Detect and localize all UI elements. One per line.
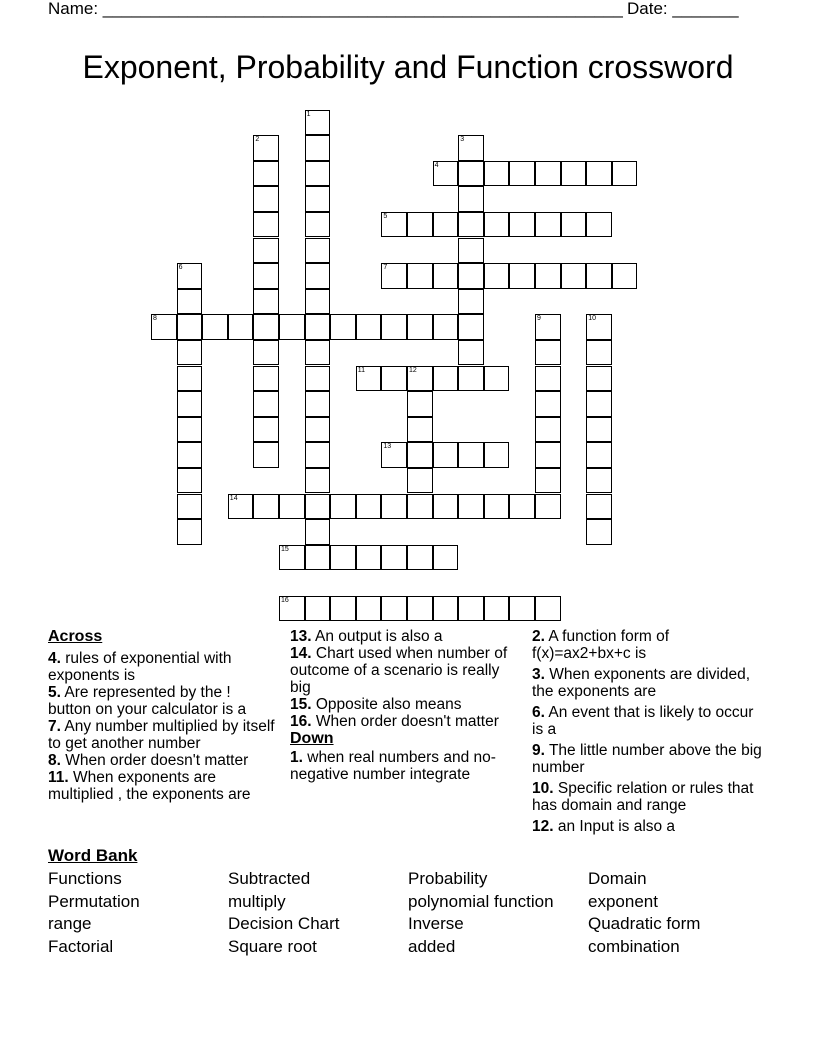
grid-cell[interactable]	[586, 161, 612, 187]
grid-cell[interactable]	[253, 289, 279, 315]
grid-cell[interactable]	[305, 494, 331, 520]
clue-number: 15.	[290, 696, 312, 713]
grid-cell[interactable]	[381, 545, 407, 571]
grid-cell[interactable]	[433, 366, 459, 392]
grid-cell[interactable]	[484, 596, 510, 622]
down-heading: Down	[290, 730, 334, 747]
clue-text: Are represented by the ! button on your calculator is a	[48, 684, 247, 718]
grid-cell[interactable]	[458, 135, 484, 161]
clue	[48, 752, 278, 769]
grid-cell[interactable]	[407, 263, 433, 289]
grid-cell[interactable]	[356, 596, 382, 622]
grid-cell[interactable]	[177, 314, 203, 340]
grid-cell[interactable]	[458, 186, 484, 212]
grid-cell[interactable]	[535, 340, 561, 366]
cell-number: 16	[281, 596, 289, 604]
cell-number: 1	[306, 110, 311, 118]
grid-cell[interactable]	[407, 442, 433, 468]
grid-cell[interactable]	[381, 314, 407, 340]
grid-cell[interactable]	[433, 442, 459, 468]
clue-text: An event that is likely to occur is a	[532, 704, 754, 738]
clue-text: rules of exponential with exponents is	[48, 650, 232, 684]
grid-cell[interactable]	[458, 442, 484, 468]
grid-cell[interactable]	[279, 494, 305, 520]
clue-text: When order doesn't matter	[311, 713, 499, 730]
grid-cell[interactable]	[407, 494, 433, 520]
grid-cell[interactable]	[253, 366, 279, 392]
grid-cell[interactable]	[356, 314, 382, 340]
clue-number: 16.	[290, 713, 312, 730]
cell-number: 6	[178, 264, 183, 272]
grid-cell[interactable]	[305, 468, 331, 494]
grid-cell[interactable]	[407, 468, 433, 494]
clue-number: 3.	[532, 666, 545, 683]
word-bank-item: multiply	[228, 891, 286, 911]
clue	[532, 742, 762, 776]
grid-cell[interactable]	[561, 263, 587, 289]
clues-column-1	[48, 628, 278, 803]
word-bank-item: Quadratic form	[588, 914, 701, 934]
clue-text: When order doesn't matter	[60, 752, 249, 769]
grid-cell[interactable]	[458, 161, 484, 187]
grid-cell[interactable]	[279, 545, 305, 571]
cell-number: 12	[409, 366, 417, 374]
grid-cell[interactable]	[305, 366, 331, 392]
cell-number: 8	[153, 315, 157, 323]
grid-cell[interactable]	[356, 494, 382, 520]
grid-cell[interactable]	[305, 238, 331, 264]
grid-cell[interactable]	[433, 161, 459, 187]
grid-cell[interactable]	[253, 442, 279, 468]
grid-cell[interactable]	[484, 366, 510, 392]
word-bank-column-1	[48, 868, 140, 959]
grid-cell[interactable]	[586, 340, 612, 366]
word-bank-item: polynomial function	[408, 891, 554, 911]
clue-number: 9.	[532, 742, 545, 759]
grid-cell[interactable]	[458, 596, 484, 622]
clue	[532, 780, 762, 814]
grid-cell[interactable]	[407, 391, 433, 417]
grid-cell[interactable]	[484, 494, 510, 520]
clue	[532, 704, 762, 738]
grid-cell[interactable]	[509, 596, 535, 622]
grid-cell[interactable]	[484, 161, 510, 187]
grid-cell[interactable]	[305, 391, 331, 417]
clue-text: an Input is also a	[553, 818, 676, 835]
grid-cell[interactable]	[586, 212, 612, 238]
word-bank-column-3	[408, 868, 554, 959]
cell-number: 3	[460, 136, 465, 144]
grid-cell[interactable]	[202, 314, 228, 340]
grid-cell[interactable]	[433, 212, 459, 238]
grid-cell[interactable]	[484, 442, 510, 468]
grid-cell[interactable]	[458, 212, 484, 238]
grid-cell[interactable]	[535, 161, 561, 187]
clue-number: 11.	[48, 769, 69, 786]
grid-cell[interactable]	[253, 238, 279, 264]
grid-cell[interactable]	[458, 494, 484, 520]
grid-cell[interactable]	[381, 442, 407, 468]
clue-text: Chart used when number of outcome of a scenario is really big	[290, 645, 508, 696]
cell-number: 2	[255, 136, 260, 144]
grid-cell[interactable]	[586, 519, 612, 545]
grid-cell[interactable]	[458, 314, 484, 340]
grid-cell[interactable]	[586, 468, 612, 494]
grid-cell[interactable]	[381, 494, 407, 520]
clue-text: Any number multiplied by itself to get another number	[48, 718, 275, 752]
cell-number: 4	[434, 161, 439, 169]
grid-cell[interactable]	[612, 161, 638, 187]
grid-cell[interactable]	[305, 596, 331, 622]
grid-cell[interactable]	[484, 263, 510, 289]
grid-cell[interactable]	[305, 519, 331, 545]
cell-number: 5	[383, 212, 388, 220]
across-heading: Across	[48, 628, 103, 645]
clue-number: 13.	[290, 628, 312, 645]
grid-cell[interactable]	[535, 417, 561, 443]
grid-cell[interactable]	[509, 494, 535, 520]
grid-cell[interactable]	[177, 519, 203, 545]
grid-cell[interactable]	[330, 314, 356, 340]
grid-cell[interactable]	[535, 391, 561, 417]
word-bank-item: Probability	[408, 869, 488, 888]
grid-cell[interactable]	[305, 442, 331, 468]
clues-column-2	[290, 628, 520, 783]
clue	[48, 650, 278, 684]
cell-number: 15	[281, 545, 289, 553]
grid-cell[interactable]	[484, 212, 510, 238]
cell-number: 13	[383, 443, 392, 451]
clue-text: Opposite also means	[311, 696, 462, 713]
grid-cell[interactable]	[561, 161, 587, 187]
grid-cell[interactable]	[535, 468, 561, 494]
grid-cell[interactable]	[151, 314, 177, 340]
word-bank-column-2	[228, 868, 340, 959]
clue-text: When exponents are multiplied , the exponents are	[48, 769, 251, 803]
word-bank-item: Square root	[228, 937, 317, 957]
clue-text: Specific relation or rules that has domain and range	[532, 780, 754, 814]
clue-number: 5.	[48, 684, 61, 701]
grid-cell[interactable]	[177, 263, 203, 289]
grid-cell[interactable]	[458, 366, 484, 392]
cell-number: 14	[229, 494, 238, 502]
clue-number: 6.	[532, 704, 545, 721]
grid-cell[interactable]	[253, 263, 279, 289]
clue	[48, 684, 278, 718]
grid-cell[interactable]	[356, 545, 382, 571]
grid-cell[interactable]	[305, 110, 331, 136]
grid-cell[interactable]	[177, 391, 203, 417]
grid-cell[interactable]	[535, 366, 561, 392]
grid-cell[interactable]	[253, 212, 279, 238]
grid-cell[interactable]	[356, 366, 382, 392]
cell-number: 7	[383, 264, 388, 272]
grid-cell[interactable]	[535, 596, 561, 622]
grid-cell[interactable]	[407, 417, 433, 443]
word-bank-item: added	[408, 937, 456, 957]
grid-cell[interactable]	[330, 545, 356, 571]
clue	[290, 696, 520, 713]
clue-number: 10.	[532, 780, 554, 797]
clue	[290, 713, 520, 730]
grid-cell[interactable]	[381, 263, 407, 289]
grid-cell[interactable]	[305, 186, 331, 212]
cell-number: 10	[588, 315, 596, 323]
grid-cell[interactable]	[279, 596, 305, 622]
grid-cell[interactable]	[586, 391, 612, 417]
clue-number: 7.	[48, 718, 61, 735]
clue-text: The little number above the big number	[532, 742, 762, 776]
clue-number: 14.	[290, 645, 312, 662]
grid-cell[interactable]	[509, 263, 535, 289]
grid-cell[interactable]	[177, 289, 203, 315]
grid-cell[interactable]	[305, 161, 331, 187]
grid-cell[interactable]	[177, 366, 203, 392]
clue	[48, 769, 278, 803]
clue-text: when real numbers and no-negative number integrate	[290, 749, 496, 783]
grid-cell[interactable]	[177, 442, 203, 468]
grid-cell[interactable]	[586, 366, 612, 392]
grid-cell[interactable]	[305, 417, 331, 443]
word-bank-item: exponent	[588, 891, 658, 911]
grid-cell[interactable]	[407, 545, 433, 571]
cell-number: 11	[357, 366, 366, 374]
clue	[532, 666, 762, 700]
grid-cell[interactable]	[407, 596, 433, 622]
grid-cell[interactable]	[433, 263, 459, 289]
grid-cell[interactable]	[509, 161, 535, 187]
clue	[532, 818, 762, 835]
clue	[532, 628, 762, 662]
grid-cell[interactable]	[253, 314, 279, 340]
grid-cell[interactable]	[177, 340, 203, 366]
grid-cell[interactable]	[305, 212, 331, 238]
grid-cell[interactable]	[177, 468, 203, 494]
grid-cell[interactable]	[458, 289, 484, 315]
grid-cell[interactable]	[253, 391, 279, 417]
grid-cell[interactable]	[330, 494, 356, 520]
grid-cell[interactable]	[561, 212, 587, 238]
word-bank-item: Domain	[588, 869, 647, 888]
word-bank-item: Functions	[48, 869, 122, 888]
word-bank-heading: Word Bank	[48, 846, 138, 865]
grid-cell[interactable]	[253, 417, 279, 443]
grid-cell[interactable]	[586, 314, 612, 340]
clue	[290, 749, 520, 783]
clue-number: 1.	[290, 749, 303, 766]
clue-number: 4.	[48, 650, 61, 667]
grid-cell[interactable]	[433, 596, 459, 622]
grid-cell[interactable]	[509, 212, 535, 238]
clue-text: When exponents are divided, the exponents are	[532, 666, 751, 700]
grid-cell[interactable]	[279, 314, 305, 340]
grid-cell[interactable]	[253, 186, 279, 212]
clue	[48, 718, 278, 752]
grid-cell[interactable]	[586, 494, 612, 520]
clue-text: An output is also a	[311, 628, 443, 645]
word-bank-item: Factorial	[48, 937, 114, 957]
grid-cell[interactable]	[535, 314, 561, 340]
grid-cell[interactable]	[535, 494, 561, 520]
grid-cell[interactable]	[586, 442, 612, 468]
grid-cell[interactable]	[535, 442, 561, 468]
grid-cell[interactable]	[458, 340, 484, 366]
grid-cell[interactable]	[586, 417, 612, 443]
name-field: Name: _______________________________________________________	[48, 0, 623, 18]
clues-column-3	[532, 628, 762, 839]
grid-cell[interactable]	[253, 494, 279, 520]
grid-cell[interactable]	[535, 212, 561, 238]
grid-cell[interactable]	[228, 494, 254, 520]
word-bank-item: Decision Chart	[228, 914, 340, 934]
grid-cell[interactable]	[305, 545, 331, 571]
grid-cell[interactable]	[381, 596, 407, 622]
grid-cell[interactable]	[305, 135, 331, 161]
grid-cell[interactable]	[458, 263, 484, 289]
word-bank-item: range	[48, 914, 92, 934]
grid-cell[interactable]	[433, 314, 459, 340]
grid-cell[interactable]	[253, 135, 279, 161]
grid-cell[interactable]	[330, 596, 356, 622]
clue-text: A function form of f(x)=ax2+bx+c is	[532, 628, 670, 662]
grid-cell[interactable]	[253, 161, 279, 187]
grid-cell[interactable]	[407, 366, 433, 392]
date-field: Date: _______	[627, 0, 739, 18]
word-bank-item: Inverse	[408, 914, 464, 934]
clue	[290, 645, 520, 696]
clue-number: 12.	[532, 818, 554, 835]
clue-number: 8.	[48, 752, 61, 769]
grid-cell[interactable]	[177, 494, 203, 520]
grid-cell[interactable]	[458, 238, 484, 264]
grid-cell[interactable]	[612, 263, 638, 289]
grid-cell[interactable]	[305, 289, 331, 315]
page-title: Exponent, Probability and Function crossword	[82, 49, 734, 85]
word-bank-item: Subtracted	[228, 869, 311, 888]
grid-cell[interactable]	[253, 340, 279, 366]
cell-number: 9	[537, 315, 541, 323]
word-bank-item: Permutation	[48, 891, 140, 911]
grid-cell[interactable]	[433, 545, 459, 571]
grid-cell[interactable]	[407, 314, 433, 340]
clue-number: 2.	[532, 628, 545, 645]
grid-cell[interactable]	[305, 263, 331, 289]
grid-cell[interactable]	[177, 417, 203, 443]
clue	[290, 628, 520, 645]
word-bank-column-4	[588, 868, 700, 959]
grid-cell[interactable]	[305, 340, 331, 366]
word-bank-item: combination	[588, 937, 680, 957]
grid-cell[interactable]	[228, 314, 254, 340]
grid-cell[interactable]	[433, 494, 459, 520]
grid-cell[interactable]	[407, 212, 433, 238]
grid-cell[interactable]	[381, 212, 407, 238]
grid-cell[interactable]	[305, 314, 331, 340]
grid-cell[interactable]	[586, 263, 612, 289]
grid-cell[interactable]	[535, 263, 561, 289]
grid-cell[interactable]	[381, 366, 407, 392]
